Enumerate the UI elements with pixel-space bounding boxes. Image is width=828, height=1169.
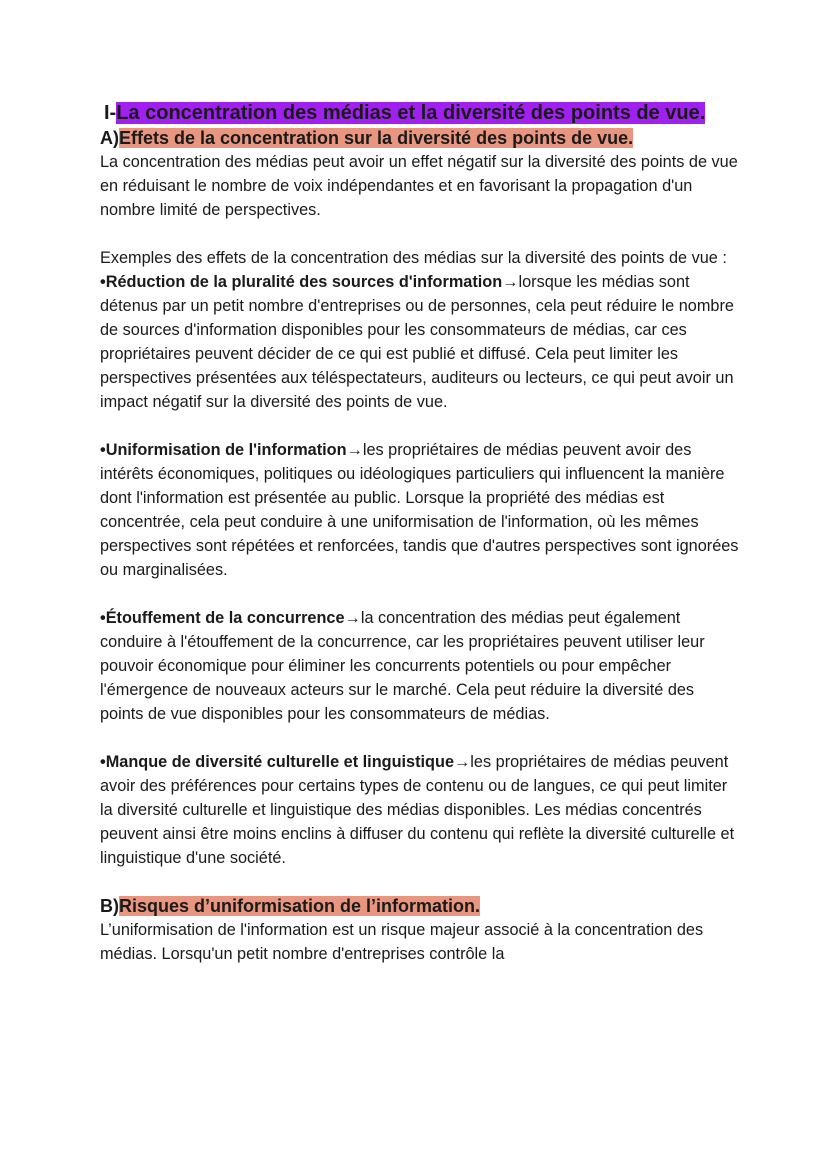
example-item-2-text: →les propriétaires de médias peuvent avoir des intérêts économiques, politiques ou idéologiques particuliers qui influencent la manière dont l'information est présentée au public. Lorsque la propriété des médias est concentrée, cela peut conduire à une uniformisation de l'information, où les mêmes perspectives sont répétées et renforcées, tandis que d'autres perspectives sont ignorées ou marginalisées. bbox=[100, 441, 739, 579]
section-b-prefix: B) bbox=[100, 896, 119, 916]
example-item-3-term: •Étouffement de la concurrence bbox=[100, 609, 345, 627]
section-1-heading bbox=[100, 100, 740, 126]
section-1-title: La concentration des médias et la diversité des points de vue. bbox=[116, 102, 706, 124]
example-item-1-term: •Réduction de la pluralité des sources d'information bbox=[100, 273, 503, 291]
example-item-1 bbox=[100, 270, 740, 414]
example-item-2 bbox=[100, 438, 740, 582]
section-a-intro: La concentration des médias peut avoir un effet négatif sur la diversité des points de vue en réduisant le nombre de voix indépendantes et en favorisant la propagation d'un nombre limité de perspectives. bbox=[100, 153, 738, 219]
document-content bbox=[100, 100, 740, 966]
example-item-4-term: •Manque de diversité culturelle et linguistique bbox=[100, 753, 455, 771]
section-b-text: L’uniformisation de l'information est un risque majeur associé à la concentration des médias. Lorsqu'un petit nombre d'entreprises contrôle la bbox=[100, 921, 704, 963]
example-item-2-term: •Uniformisation de l'information bbox=[100, 441, 347, 459]
section-b-heading bbox=[100, 894, 740, 918]
example-item-3 bbox=[100, 606, 740, 726]
example-item-4-text: →les propriétaires de médias peuvent avoir des préférences pour certains types de contenu ou de langues, ce qui peut limiter la diversité culturelle et linguistique des médias disponibles. Les médias concentrés peuvent ainsi être moins enclins à diffuser du contenu qui reflète la diversité culturelle et linguistique d'une société. bbox=[100, 753, 735, 867]
example-item-1-text: →lorsque les médias sont détenus par un petit nombre d'entreprises ou de personnes, cela peut réduire le nombre de sources d'information disponibles pour les consommateurs de médias, car ces propriétaires peuvent décider de ce qui est publié et diffusé. Cela peut limiter les perspectives présentées aux téléspectateurs, auditeurs ou lecteurs, ce qui peut avoir un impact négatif sur la diversité des points de vue. bbox=[100, 273, 734, 411]
section-1-prefix: I- bbox=[104, 102, 117, 124]
section-a-heading bbox=[100, 126, 740, 150]
example-item-4 bbox=[100, 750, 740, 870]
section-b-title: Risques d’uniformisation de l’information. bbox=[119, 896, 481, 916]
examples-intro: Exemples des effets de la concentration des médias sur la diversité des points de vue : bbox=[100, 249, 727, 267]
section-a-title: Effets de la concentration sur la diversité des points de vue. bbox=[119, 128, 634, 148]
example-item-3-text: →la concentration des médias peut également conduire à l'étouffement de la concurrence, car les propriétaires peuvent utiliser leur pouvoir économique pour éliminer les concurrents potentiels ou pour empêcher l'émergence de nouveaux acteurs sur le marché. Cela peut réduire la diversité des points de vue disponibles pour les consommateurs de médias. bbox=[100, 609, 705, 723]
section-a-prefix: A) bbox=[100, 128, 119, 148]
